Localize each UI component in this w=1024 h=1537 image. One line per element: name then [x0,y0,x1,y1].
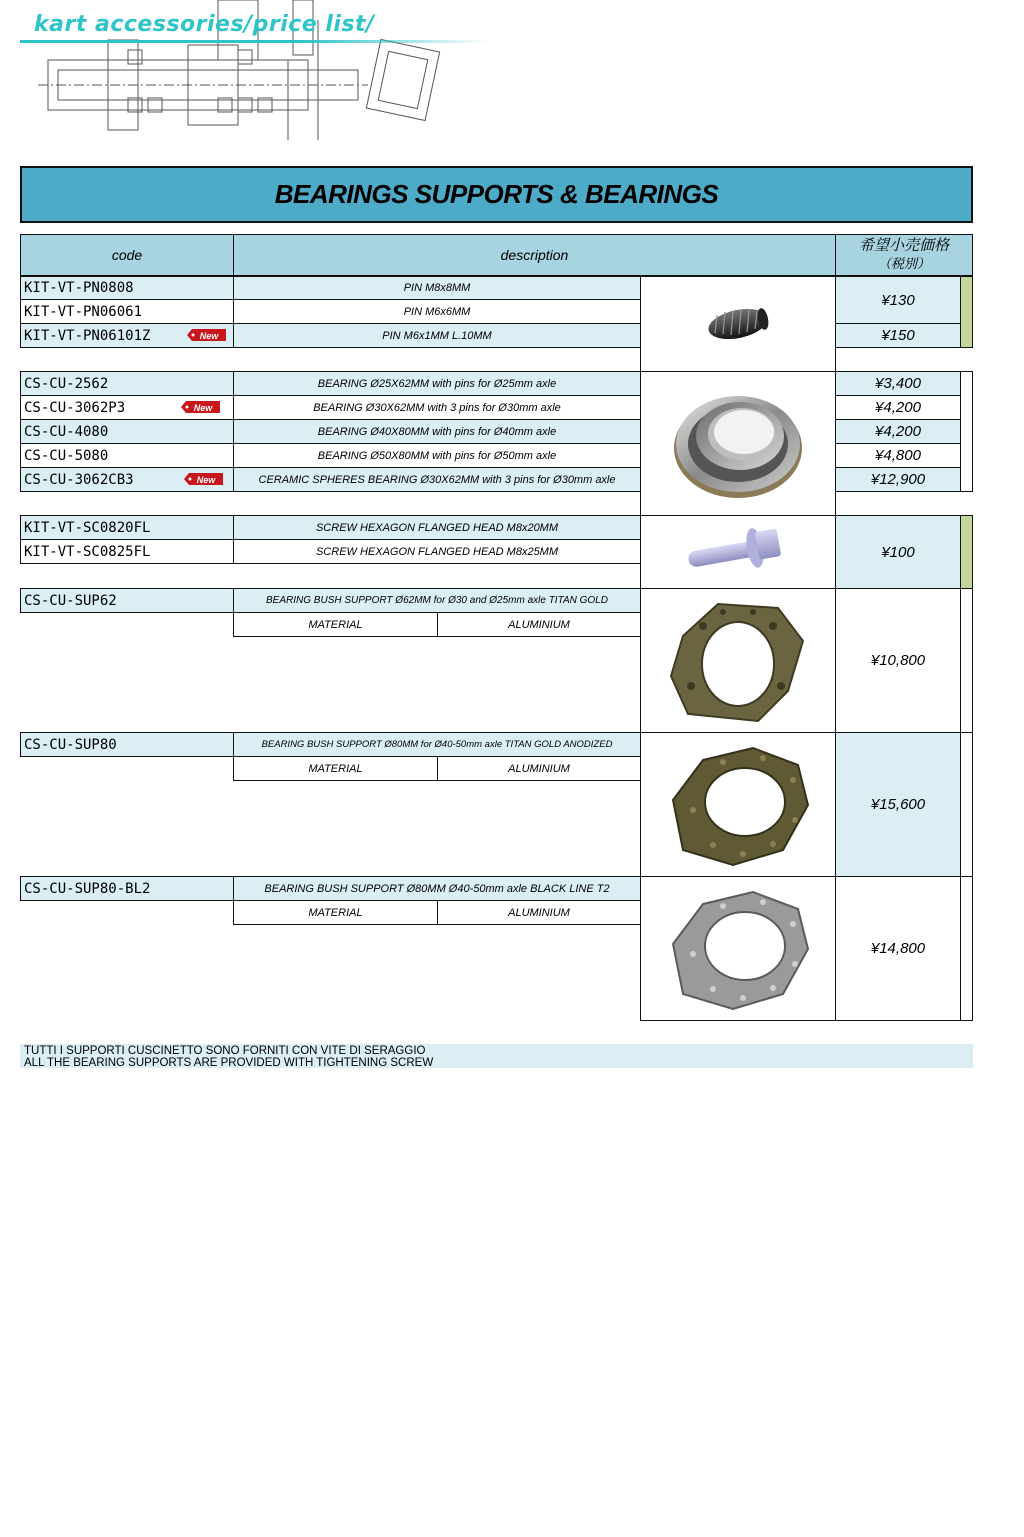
new-badge-label: New [196,475,216,485]
price-header-line2: （税別） [877,256,930,271]
product-image-sup80 [640,732,836,877]
product-image-sup62 [640,588,836,733]
footer-line-en: ALL THE BEARING SUPPORTS ARE PROVIDED WITH TIGHTENING SCREW [24,1057,434,1069]
bearing-icon [668,384,808,504]
product-image-screw [640,515,836,589]
product-image-sup80-bl2 [640,876,836,1021]
price-cell: ¥100 [835,515,961,589]
material-value: ALUMINIUM [437,900,641,925]
price-cell: ¥150 [835,323,961,348]
price-cell: ¥3,400 [835,371,961,396]
status-marker [960,732,973,877]
table-row-code: CS-CU-SUP80 [20,732,234,757]
material-value: ALUMINIUM [437,756,641,781]
table-row-code: CS-CU-SUP62 [20,588,234,613]
table-row-desc: BEARING Ø40X80MM with pins for Ø40mm axle [233,419,641,444]
table-row-desc: CERAMIC SPHERES BEARING Ø30X62MM with 3 pins for Ø30mm axle [233,467,641,492]
table-row-code: CS-CU-4080 [20,419,234,444]
table-row-code: CS-CU-3062P3 [20,395,234,420]
table-row-desc: BEARING BUSH SUPPORT Ø80MM for Ø40-50mm axle TITAN GOLD ANODIZED [233,732,641,757]
table-row-code: KIT-VT-SC0825FL [20,539,234,564]
price-cell: ¥14,800 [835,876,961,1021]
price-header-line1: 希望小売価格 [858,237,949,254]
table-row-desc: SCREW HEXAGON FLANGED HEAD M8x20MM [233,515,641,540]
new-badge-icon [186,327,228,343]
bearing-support-gold-icon [663,596,813,726]
material-label: MATERIAL [233,900,438,925]
material-label: MATERIAL [233,612,438,637]
table-row-desc: BEARING Ø50X80MM with pins for Ø50mm axle [233,443,641,468]
status-marker [960,588,973,733]
status-marker [960,515,973,589]
footer-note [20,1044,973,1068]
status-marker [960,276,973,348]
price-cell: ¥4,800 [835,443,961,468]
table-row-desc: SCREW HEXAGON FLANGED HEAD M8x25MM [233,539,641,564]
table-row-desc: PIN M6x6MM [233,299,641,324]
bearing-support-gold-anodized-icon [663,740,813,870]
col-header-price [835,234,973,276]
empty-cell [835,491,973,516]
product-image-bearing [640,371,836,516]
title-text: BEARINGS SUPPORTS & BEARINGS [274,179,719,209]
table-row-code: CS-CU-5080 [20,443,234,468]
material-label: MATERIAL [233,756,438,781]
new-badge-icon [180,399,222,415]
new-badge-label: New [199,331,219,341]
table-row-code: KIT-VT-PN06101Z [20,323,234,348]
price-cell: ¥10,800 [835,588,961,733]
footer-line-it: TUTTI I SUPPORTI CUSCINETTO SONO FORNITI CON VITE DI SERAGGIO [24,1045,426,1057]
table-row-desc: BEARING BUSH SUPPORT Ø62MM for Ø30 and Ø25mm axle TITAN GOLD [233,588,641,613]
bearing-support-silver-icon [663,884,813,1014]
price-cell: ¥12,900 [835,467,961,492]
price-cell: ¥4,200 [835,395,961,420]
table-row-desc: BEARING Ø30X62MM with 3 pins for Ø30mm axle [233,395,641,420]
col-header-code: code [20,234,234,276]
material-value: ALUMINIUM [437,612,641,637]
table-row-desc: BEARING Ø25X62MM with pins for Ø25mm axle [233,371,641,396]
table-row-code: CS-CU-3062CB3 [20,467,234,492]
price-cell: ¥4,200 [835,419,961,444]
table-row-code: KIT-VT-PN0808 [20,276,234,300]
new-badge-icon [183,471,225,487]
status-marker [960,876,973,1021]
table-row-desc: BEARING BUSH SUPPORT Ø80MM Ø40-50mm axle BLACK LINE T2 [233,876,641,901]
table-row-code: KIT-VT-PN06061 [20,299,234,324]
product-image-pin [640,276,836,372]
new-badge-label: New [193,403,213,413]
status-marker [960,371,973,492]
table-row-code: KIT-VT-SC0820FL [20,515,234,540]
price-cell: ¥15,600 [835,732,961,877]
table-row-desc: PIN M6x1MM L.10MM [233,323,641,348]
brand-path: kart accessories/price list/ [34,12,375,37]
price-cell: ¥130 [835,276,961,324]
table-row-code: CS-CU-2562 [20,371,234,396]
flanged-screw-icon [683,522,793,582]
table-row-desc: PIN M8x8MM [233,276,641,300]
brand-underline [20,40,490,43]
section-title [20,166,973,223]
table-row-code: CS-CU-SUP80-BL2 [20,876,234,901]
col-header-description: description [233,234,836,276]
grub-screw-icon [703,299,773,349]
empty-cell [835,347,973,372]
